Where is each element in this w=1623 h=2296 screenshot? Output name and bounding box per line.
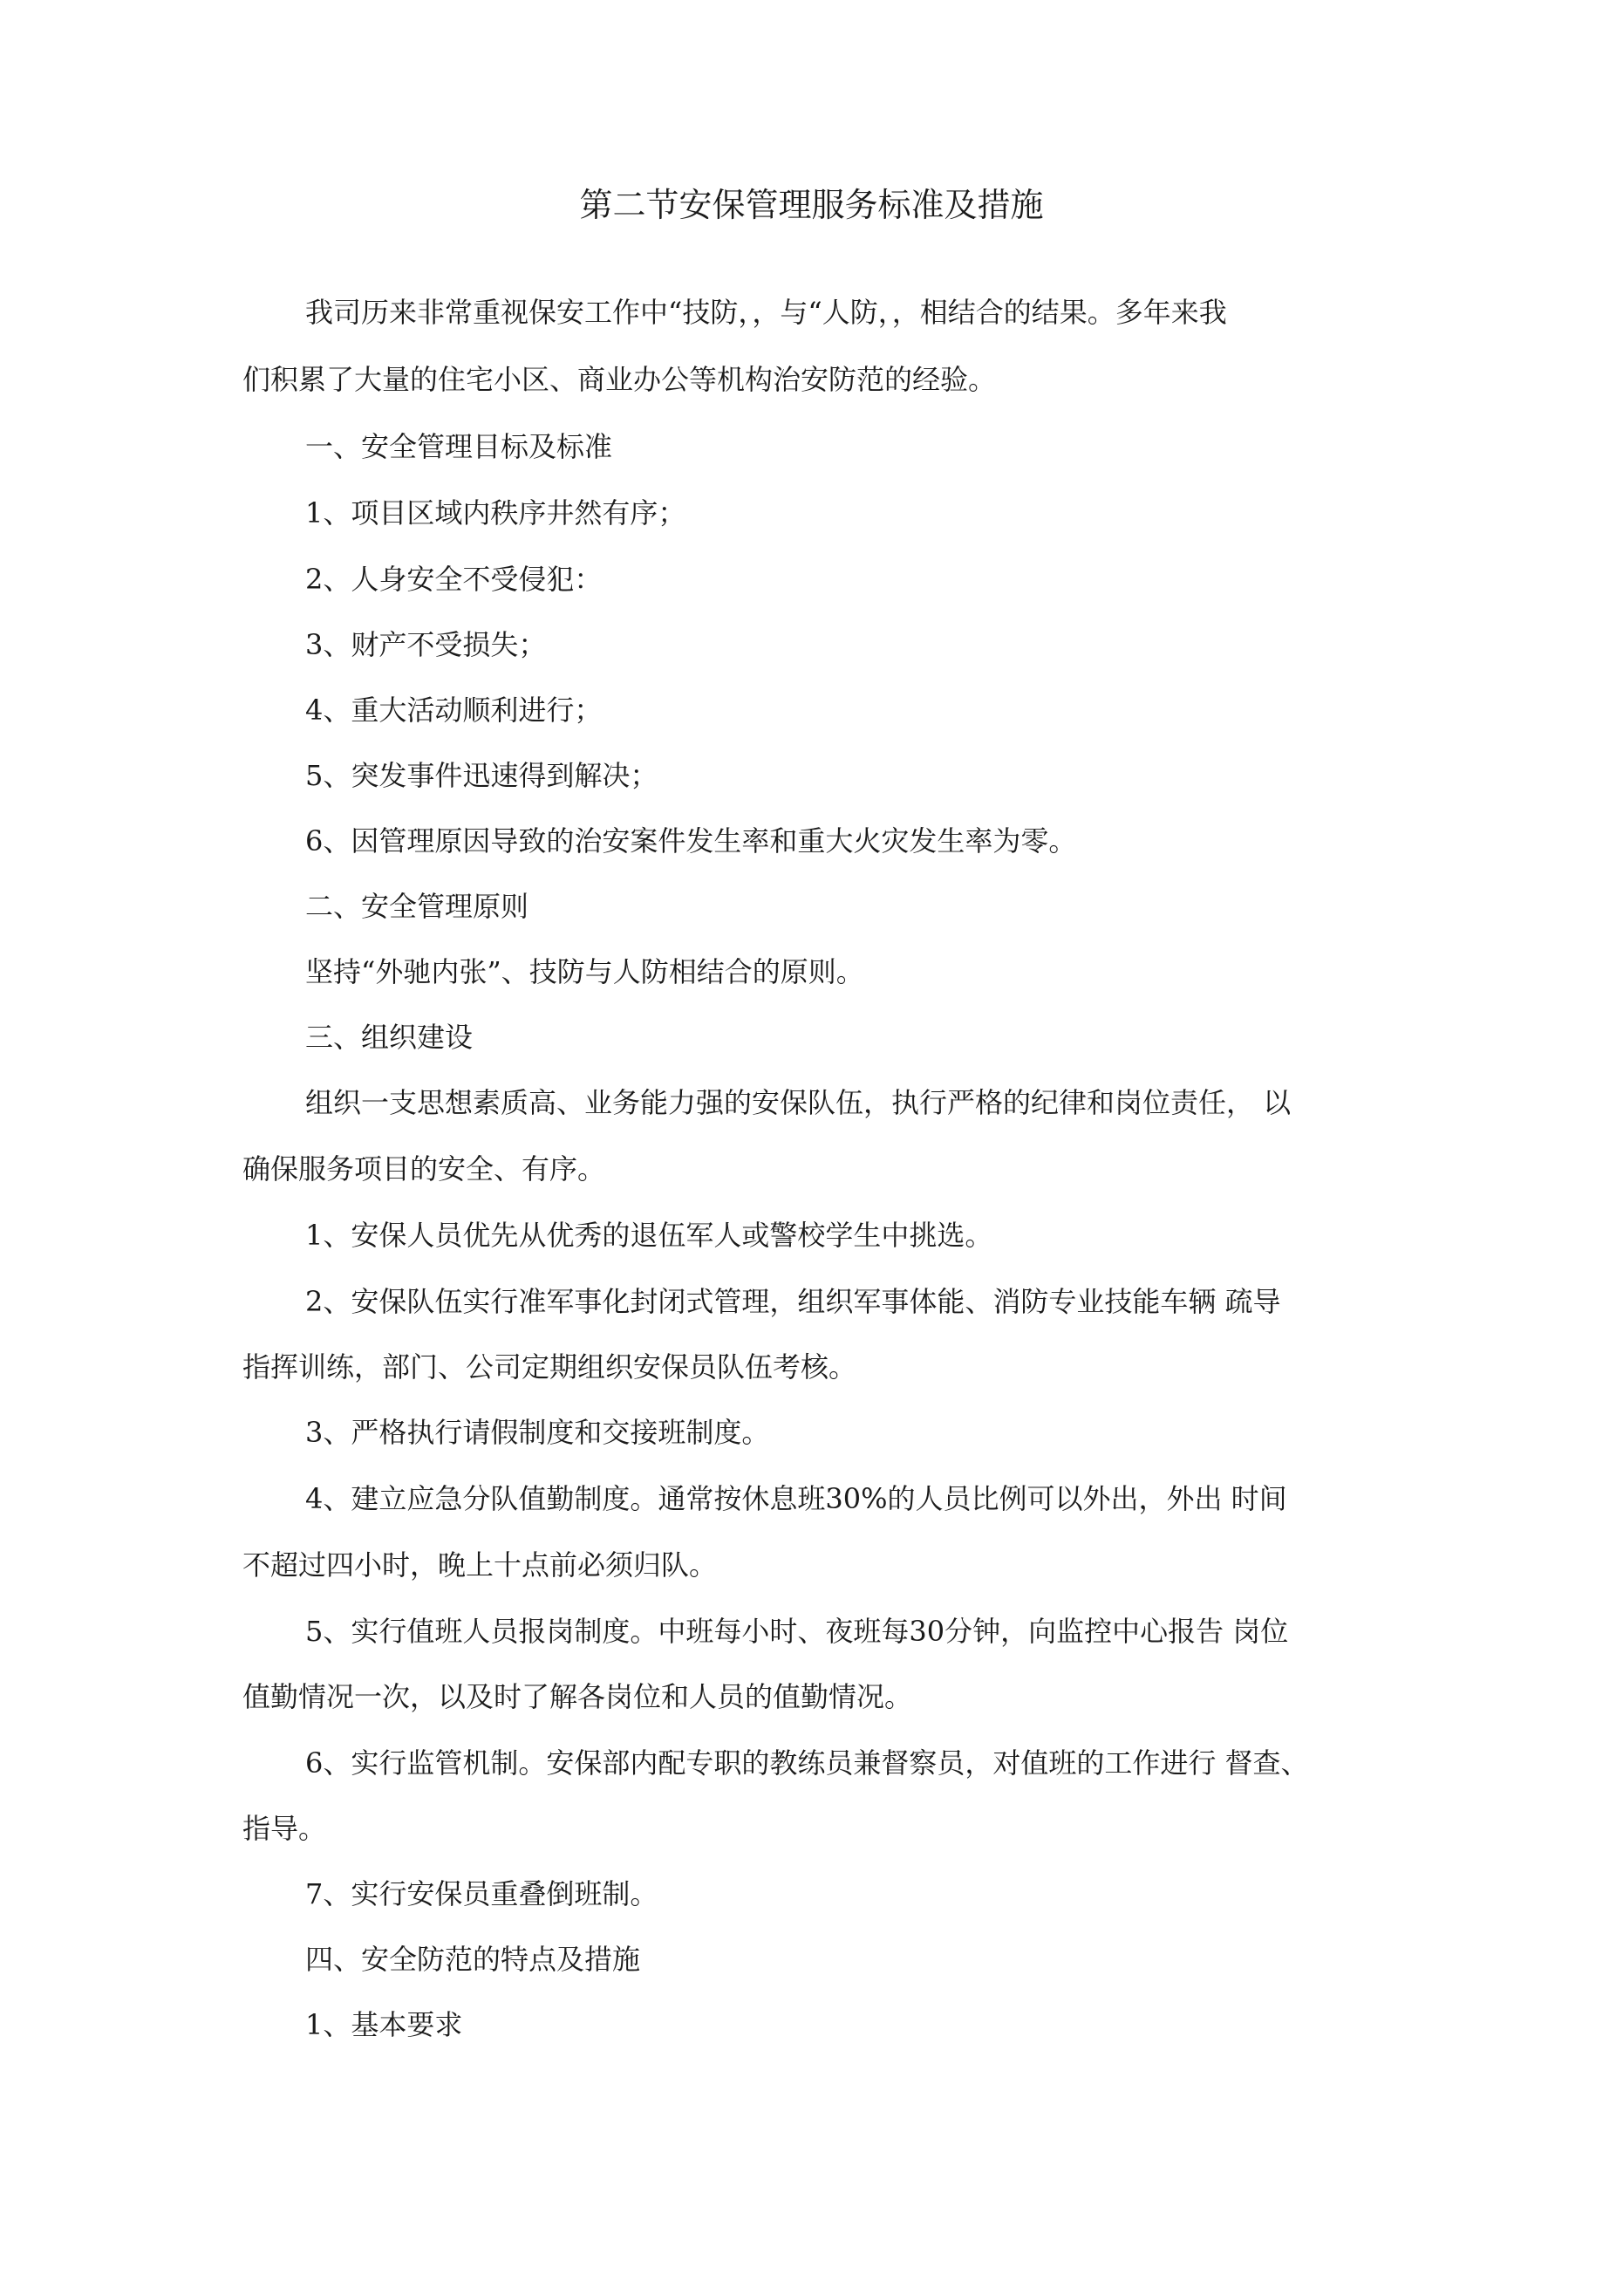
list-item: 6、实行监管机制。安保部内配专职的教练员兼督察员，对值班的工作进行 督查、 (305, 1746, 1309, 1780)
list-item: 2、安保队伍实行准军事化封闭式管理，组织军事体能、消防专业技能车辆 疏导 (305, 1285, 1281, 1318)
list-item: 1、项目区域内秩序井然有序； (305, 496, 686, 530)
list-item: 4、重大活动顺利进行； (305, 694, 603, 727)
list-item: 2、人身安全不受侵犯： (305, 563, 603, 596)
paragraph-line: 确保服务项目的安全、有序。 (242, 1152, 606, 1186)
list-item: 4、建立应急分队值勤制度。通常按休息班30%的人员比例可以外出，外出 时间 (305, 1482, 1287, 1515)
list-item-continuation: 指挥训练，部门、公司定期组织安保员队伍考核。 (242, 1350, 857, 1384)
list-item: 1、基本要求 (305, 2008, 463, 2041)
list-item: 5、实行值班人员报岗制度。中班每小时、夜班每30分钟，向监控中心报告 岗位 (305, 1615, 1289, 1648)
list-item: 6、因管理原因导致的治安案件发生率和重大火灾发生率为零。 (305, 824, 1077, 858)
paragraph-intro-line-1: 我司历来非常重视保安工作中“技防，，与“人防，，相结合的结果。多年来我 (305, 296, 1227, 329)
list-item: 3、财产不受损失； (305, 628, 547, 661)
list-item: 1、安保人员优先从优秀的退伍军人或警校学生中挑选。 (305, 1219, 993, 1252)
list-item-continuation: 值勤情况一次，以及时了解各岗位和人员的值勤情况。 (242, 1680, 913, 1713)
section-heading-4: 四、安全防范的特点及措施 (305, 1943, 641, 1976)
paragraph: 坚持“外驰内张”、技防与人防相结合的原则。 (305, 955, 864, 988)
section-heading-1: 一、安全管理目标及标准 (305, 430, 613, 463)
list-item: 3、严格执行请假制度和交接班制度。 (305, 1416, 770, 1449)
list-item: 5、突发事件迅速得到解决； (305, 759, 658, 792)
list-item-continuation: 指导。 (242, 1812, 327, 1845)
paragraph-line: 组织一支思想素质高、业务能力强的安保队伍，执行严格的纪律和岗位责任， 以 (305, 1086, 1292, 1119)
list-item-continuation: 不超过四小时，晚上十点前必须归队。 (242, 1548, 718, 1582)
page-title: 第二节安保管理服务标准及措施 (579, 186, 1044, 224)
section-heading-3: 三、组织建设 (305, 1021, 474, 1054)
section-heading-2: 二、安全管理原则 (305, 890, 529, 923)
paragraph-intro-line-2: 们积累了大量的住宅小区、商业办公等机构治安防范的经验。 (242, 363, 997, 396)
list-item: 7、实行安保员重叠倒班制。 (305, 1877, 658, 1910)
